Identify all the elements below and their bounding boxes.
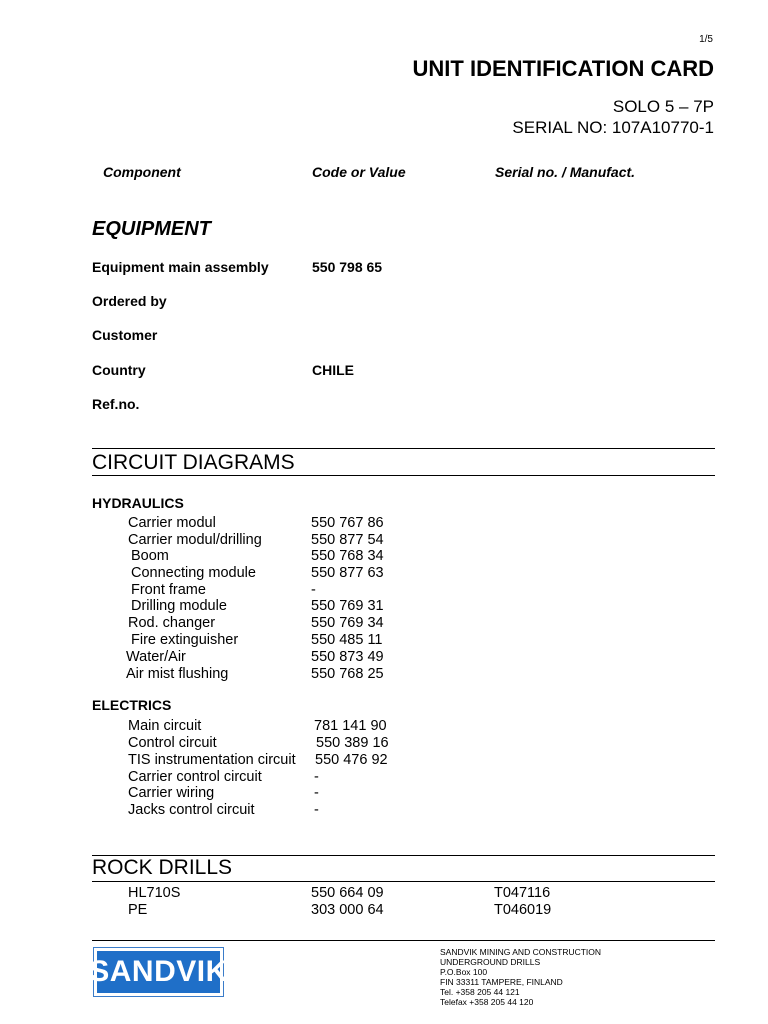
footer-divider (92, 940, 715, 941)
rock-drill-name: PE (128, 902, 148, 918)
hydraulics-title: HYDRAULICS (92, 495, 184, 511)
footer-address-line: P.O.Box 100 (440, 967, 488, 977)
section-divider (92, 448, 715, 449)
model-label: SOLO 5 – 7P (612, 97, 714, 116)
circuit-diagrams-title: CIRCUIT DIAGRAMS (92, 451, 295, 474)
logo-text: SANDVIK (89, 955, 228, 988)
hydraulics-item-name: Carrier modul/drilling (128, 532, 262, 548)
equipment-row-label: Equipment main assembly (92, 259, 269, 275)
hydraulics-item-name: Water/Air (126, 649, 186, 665)
rock-drill-serial: T046019 (494, 902, 552, 918)
hydraulics-item-code: 550 768 25 (311, 666, 384, 682)
column-header-serial: Serial no. / Manufact. (495, 164, 636, 180)
hydraulics-item-code: 550 485 11 (311, 632, 383, 648)
rock-drill-name: HL710S (128, 885, 181, 901)
document-title: UNIT IDENTIFICATION CARD (412, 56, 714, 81)
logo-background (89, 951, 228, 993)
hydraulics-item-name: Drilling module (131, 598, 227, 614)
electrics-item-name: Jacks control circuit (128, 802, 255, 818)
electrics-item-name: Carrier wiring (128, 785, 215, 801)
section-divider (92, 475, 715, 476)
electrics-item-name: Carrier control circuit (128, 769, 262, 785)
footer-address-line: SANDVIK MINING AND CONSTRUCTION (440, 947, 602, 957)
hydraulics-item-code: 550 769 34 (311, 615, 384, 631)
hydraulics-item-name: Connecting module (131, 565, 256, 581)
hydraulics-item-code: 550 767 86 (311, 515, 384, 531)
equipment-row-label: Ref.no. (92, 396, 140, 412)
hydraulics-item-code: - (311, 582, 316, 598)
hydraulics-item-name: Fire extinguisher (131, 632, 239, 648)
equipment-row-value: 550 798 65 (312, 259, 383, 275)
equipment-row-value: CHILE (312, 362, 354, 378)
electrics-item-code: - (314, 802, 319, 818)
electrics-item-code: 550 476 92 (315, 752, 388, 768)
hydraulics-item-code: 550 873 49 (311, 649, 384, 665)
electrics-item-name: Control circuit (128, 735, 217, 751)
electrics-title: ELECTRICS (92, 697, 172, 713)
equipment-row-label: Ordered by (92, 293, 167, 309)
hydraulics-item-code: 550 877 63 (311, 565, 384, 581)
footer-address-line: FIN 33311 TAMPERE, FINLAND (440, 977, 563, 987)
hydraulics-item-code: 550 769 31 (311, 598, 384, 614)
sandvik-logo (89, 947, 228, 997)
serial-number: SERIAL NO: 107A10770-1 (512, 118, 714, 137)
footer-address-line: Telefax +358 205 44 120 (440, 997, 534, 1007)
equipment-row-label: Country (92, 362, 146, 378)
rock-drill-code: 303 000 64 (311, 902, 384, 918)
equipment-section-title: EQUIPMENT (92, 218, 211, 240)
electrics-item-name: Main circuit (128, 718, 202, 734)
electrics-item-code: - (314, 769, 319, 785)
electrics-item-code: 550 389 16 (316, 735, 389, 751)
footer-address-line: UNDERGROUND DRILLS (440, 957, 541, 967)
electrics-item-code: - (314, 785, 319, 801)
column-header-component: Component (103, 164, 181, 180)
electrics-item-name: TIS instrumentation circuit (128, 752, 296, 768)
hydraulics-item-code: 550 768 34 (311, 548, 384, 564)
rock-drill-serial: T047116 (494, 885, 551, 901)
hydraulics-item-name: Carrier modul (128, 515, 216, 531)
hydraulics-item-name: Air mist flushing (126, 666, 229, 682)
hydraulics-item-name: Front frame (131, 582, 206, 598)
hydraulics-item-code: 550 877 54 (311, 532, 384, 548)
electrics-item-code: 781 141 90 (314, 718, 387, 734)
rock-drills-title: ROCK DRILLS (92, 856, 233, 879)
footer-address-line: Tel. +358 205 44 121 (440, 987, 520, 997)
page-number: 1/5 (699, 34, 713, 45)
section-divider (92, 881, 715, 882)
hydraulics-item-name: Rod. changer (128, 615, 216, 631)
hydraulics-item-name: Boom (131, 548, 169, 564)
rock-drill-code: 550 664 09 (311, 885, 384, 901)
equipment-row-label: Customer (92, 327, 158, 343)
footer-address (440, 947, 601, 1007)
column-header-code: Code or Value (312, 164, 406, 180)
